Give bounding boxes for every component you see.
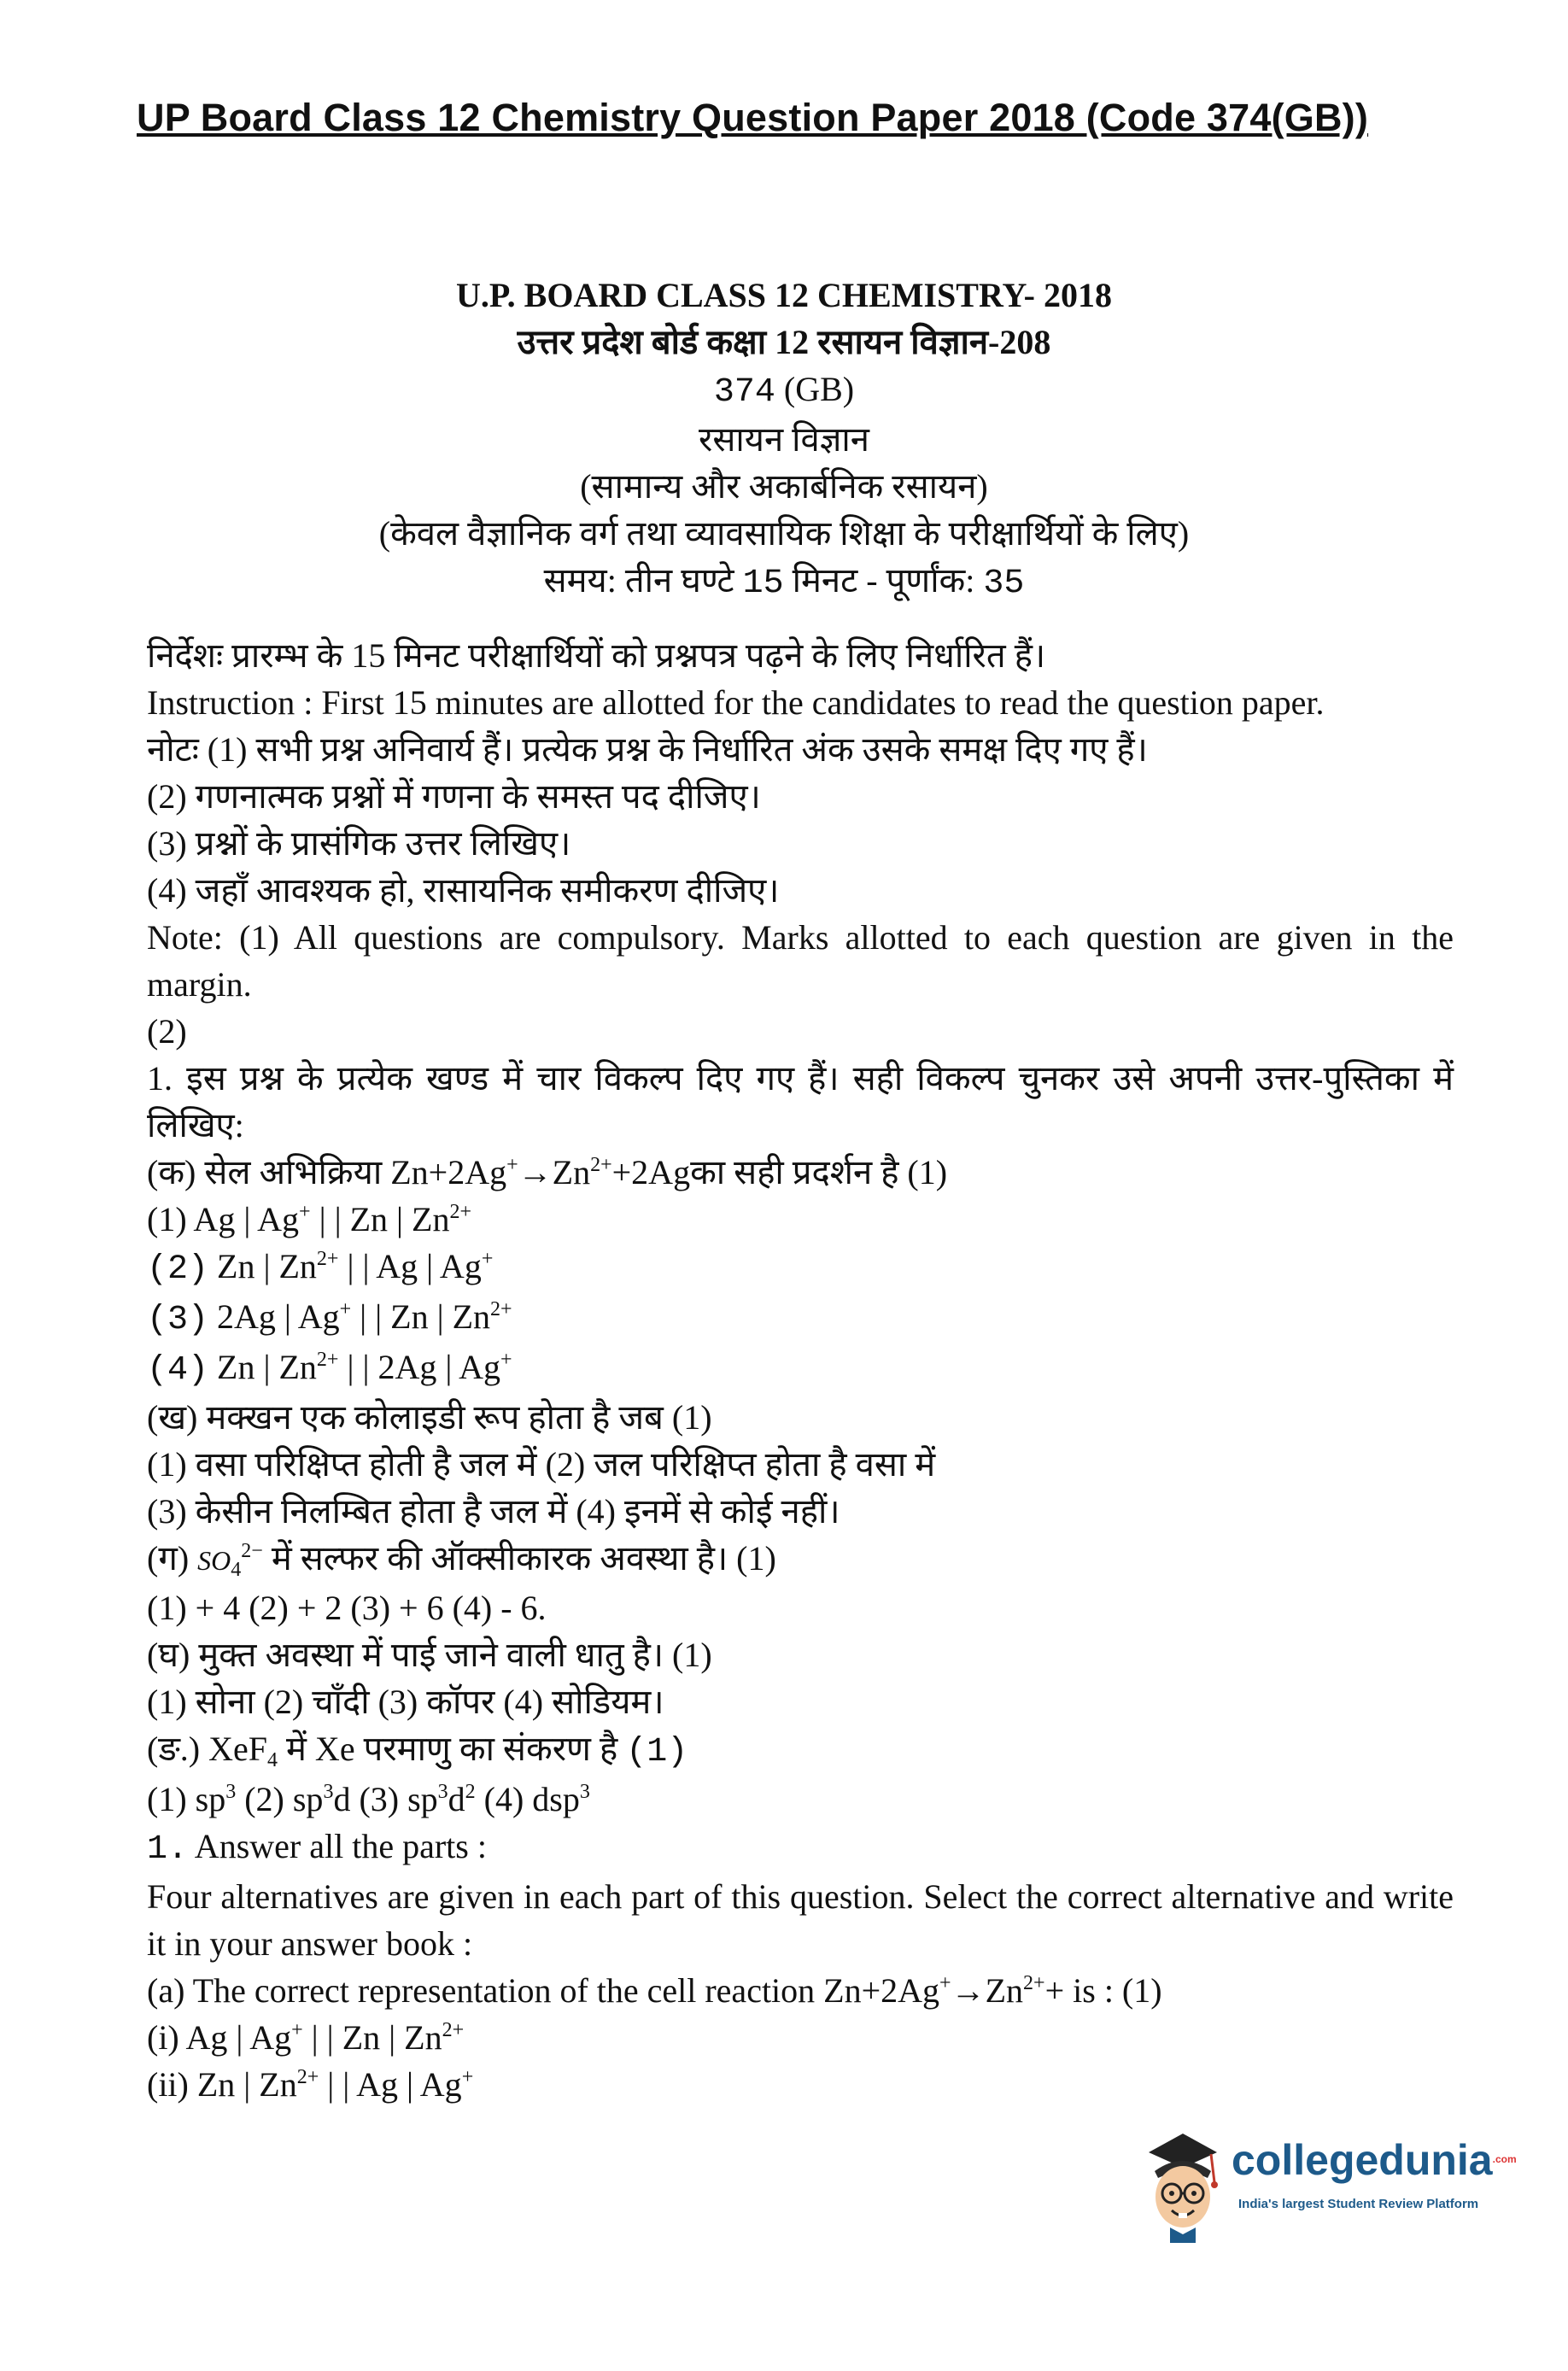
option-text: (i) Ag | Ag [147,2018,292,2057]
question-ga-label: (ग) [147,1539,198,1578]
superscript: 2+ [490,1298,512,1320]
question-ka-text: →Zn [518,1153,591,1191]
time-label: समय: तीन घण्टे [543,561,734,600]
superscript: + [461,2066,474,2088]
question-gha: (घ) मुक्त अवस्था में पाई जाने वाली धातु है। (1) [147,1636,712,1674]
option-ga: (1) + 4 (2) + 2 (3) + 6 (4) - 6. [147,1589,547,1627]
superscript: 2+ [442,2019,465,2041]
question-1-english-title [147,1823,1454,1873]
option-text: | | Ag | Ag [319,2065,462,2104]
question-1-hindi-intro: 1. इस प्रश्न के प्रत्येक खण्ड में चार विकल्प दिए गए हैं। सही विकल्प चुनकर उसे अपनी उत्तर-पुस्तिका में लिखिए: [147,1059,1454,1145]
subject-subtitle: (सामान्य और अकार्बनिक रसायन) [580,467,988,506]
note-english-2: (2) [147,1012,187,1051]
question-ga [147,1535,1454,1584]
marks-label: मिनट - पूर्णांक: [792,561,975,600]
option-text: (ii) Zn | Zn [147,2065,297,2104]
option-text: (4) dsp [475,1780,580,1818]
note-hindi-2: (2) गणनात्मक प्रश्नों में गणना के समस्त पद दीजिए। [147,777,761,816]
superscript: 3 [437,1781,448,1803]
question-a-text: (a) The correct representation of the cell reaction Zn+2Ag [147,1971,940,2010]
question-number: 1. [147,1830,189,1869]
superscript: 3 [225,1781,237,1803]
paper-body [147,632,1454,2108]
logo-domain: .com [1492,2153,1517,2165]
superscript: 2− [241,1540,263,1562]
option-ka-2 [147,1243,1454,1293]
question-a-text: + is : (1) [1044,1971,1162,2010]
page-title: UP Board Class 12 Chemistry Question Paper 2018 (Code 374(GB)) [137,96,1369,139]
superscript: + [299,1201,311,1223]
collegedunia-logo[interactable] [1136,2118,1517,2246]
paper-code [0,366,1568,416]
superscript: 2+ [449,1201,471,1223]
option-kha-3-4: (3) केसीन निलम्बित होता है जल में (4) इनमें से कोई नहीं। [147,1492,840,1531]
option-text: 2Ag | Ag [208,1297,340,1336]
superscript: 3 [579,1781,590,1803]
option-number: (3) [147,1301,209,1339]
question-title: Answer all the parts : [188,1827,487,1865]
question-nga-text: (ङ.) XeF [147,1730,268,1768]
option-number: (4) [147,1351,209,1390]
option-text: | | Zn | Zn [310,1200,450,1238]
note-hindi-4: (4) जहाँ आवश्यक हो, रासायनिक समीकरण दीजिए। [147,871,780,910]
note-hindi-1: नोटः (1) सभी प्रश्न अनिवार्य हैं। प्रत्येक प्रश्न के निर्धारित अंक उसके समक्ष दिए गए हैं। [147,730,1148,769]
paper-code-gb: (GB) [783,370,855,408]
logo-wordmark [1232,2135,1517,2185]
option-text: | | Zn | Zn [302,2018,442,2057]
superscript: + [481,1248,494,1270]
note-hindi-3: (3) प्रश्नों के प्रासंगिक उत्तर लिखिए। [147,824,571,863]
note-english: Note: (1) All questions are compulsory. Marks allotted to each question are given in the margin. [147,918,1454,1004]
question-nga-marks: (1) [626,1733,688,1771]
option-a-ii [147,2061,1454,2108]
question-ga-text: में सल्फर की ऑक्सीकारक अवस्था है। (1) [262,1539,776,1578]
logo-name: collegedunia [1232,2136,1493,2184]
superscript: 2+ [316,1248,339,1270]
option-text: | | 2Ag | Ag [338,1348,501,1386]
option-ka-3 [147,1293,1454,1344]
subscript: 4 [231,1559,242,1581]
question-a-text: →Zn [951,1971,1024,2010]
question-nga [147,1725,1454,1776]
superscript: + [291,2019,303,2041]
superscript: 2+ [296,2066,319,2088]
option-gha: (1) सोना (2) चाँदी (3) कॉपर (4) सोडियम। [147,1683,664,1721]
instruction-hindi: निर्देशः प्रारम्भ के 15 मिनट परीक्षार्थियों को प्रश्नपत्र पढ़ने के लिए निर्धारित हैं। [147,636,1046,675]
time-minutes: 15 [742,565,784,603]
superscript: + [506,1154,518,1176]
paper-code-number: 374 [713,373,775,412]
paper-header [0,272,1568,607]
superscript: 2+ [316,1349,339,1371]
option-text: | | Ag | Ag [338,1247,482,1285]
sulphate-formula: SO [197,1545,231,1576]
total-marks: 35 [983,565,1025,603]
option-text: d [448,1780,465,1818]
question-ka-text: (क) सेल अभिक्रिया Zn+2Ag [147,1153,507,1191]
superscript: 3 [323,1781,334,1803]
question-kha: (ख) मक्खन एक कोलाइडी रूप होता है जब (1) [147,1398,712,1437]
option-text: Zn | Zn [208,1247,317,1285]
header-title-english: U.P. BOARD CLASS 12 CHEMISTRY- 2018 [456,276,1112,314]
logo-tagline: India's largest Student Review Platform [1238,2197,1479,2211]
option-text: (2) sp [236,1780,324,1818]
subscript: 4 [267,1749,278,1771]
option-number: (2) [147,1250,209,1289]
superscript: 2+ [1023,1972,1045,1994]
question-1-english-intro: Four alternatives are given in each part of this question. Select the correct alternative and write it in your answer book : [147,1877,1454,1963]
option-ka-4 [147,1344,1454,1394]
instruction-english: Instruction : First 15 minutes are allotted for the candidates to read the question paper. [147,683,1325,722]
option-a-i [147,2014,1454,2061]
candidates-note: (केवल वैज्ञानिक वर्ग तथा व्यावसायिक शिक्षा के परीक्षार्थियों के लिए) [378,514,1190,553]
time-and-marks [0,557,1568,607]
option-ka-1 [147,1196,1454,1243]
superscript: 2+ [590,1154,612,1176]
option-text: d (3) sp [333,1780,438,1818]
student-mascot-icon [1136,2118,1230,2246]
option-text: Zn | Zn [208,1348,317,1386]
question-a-english [147,1967,1454,2014]
question-ka [147,1149,1454,1196]
header-title-hindi: उत्तर प्रदेश बोर्ड कक्षा 12 रसायन विज्ञान-208 [517,323,1051,361]
question-nga-text: में Xe परमाणु का संकरण है [278,1730,627,1768]
question-ka-text: +2Agका सही प्रदर्शन है (1) [611,1153,948,1191]
superscript: + [500,1349,512,1371]
option-text: | | Zn | Zn [351,1297,491,1336]
option-text: (1) sp [147,1780,226,1818]
superscript: + [339,1298,352,1320]
option-nga [147,1776,1454,1823]
option-text: (1) Ag | Ag [147,1200,300,1238]
superscript: + [939,1972,951,1994]
superscript: 2 [465,1781,476,1803]
option-kha-1-2: (1) वसा परिक्षिप्त होती है जल में (2) जल परिक्षिप्त होता है वसा में [147,1445,936,1484]
subject-name: रसायन विज्ञान [699,420,869,459]
